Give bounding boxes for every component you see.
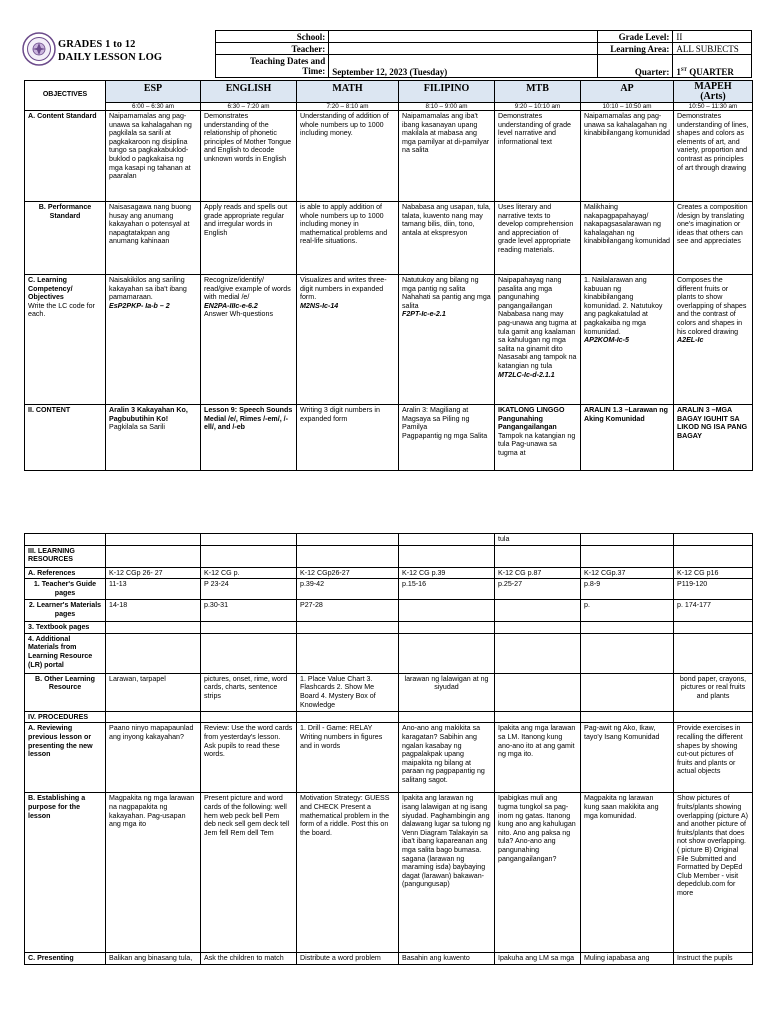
performance-standard-english: Apply reads and spells out grade appropriate regular and irregular words in English [201, 202, 297, 275]
performance-standard-mtb: Uses literary and narrative texts to develop comprehension and appreciation of grade level appropriate reading materials. [495, 202, 581, 275]
learners-materials-filipino [399, 600, 495, 622]
other-resources-row [25, 673, 753, 711]
learning-competency-note: Write the LC code for each. [28, 301, 95, 319]
lc-mtb-code: MT2LC-Ic-d-2.1.1 [498, 370, 555, 379]
time-mtb: 9:20 – 10:10 am [495, 103, 581, 111]
content-english: Lesson 9: Speech Sounds Medial /e/, Rimes /-em/, /-ell/, and /-eb [201, 405, 297, 471]
content-standard-filipino: Naipamamalas ang iba't ibang kasanayan upang makilala at mabasa ang mga pamilyar at di-pamilyar na salita [399, 111, 495, 202]
time-ap: 10:10 – 10:50 am [581, 103, 674, 111]
additional-materials-math [297, 633, 399, 673]
textbook-pages-mapeh [674, 622, 753, 634]
references-english: K-12 CG p. [201, 567, 297, 579]
performance-standard-mapeh: Creates a composition /design by translating one's imagination or ideas that others can see and appreciates [674, 202, 753, 275]
presenting-label: C. Presenting [25, 953, 106, 965]
carry-empty-filipino [399, 534, 495, 546]
additional-materials-mapeh [674, 633, 753, 673]
performance-standard-label: B. Performance Standard [25, 202, 106, 275]
subject-mapeh-name: MAPEH [694, 81, 732, 92]
content-esp [106, 405, 201, 471]
lc-mapeh-code: A2EL-Ic [677, 336, 704, 345]
textbook-pages-label: 3. Textbook pages [25, 622, 106, 634]
learning-competency-english [201, 275, 297, 405]
subject-header-row [25, 81, 753, 103]
learning-area-label: Learning Area: [597, 43, 673, 55]
reviewing-row [25, 723, 753, 793]
references-mtb: K-12 CG p.87 [495, 567, 581, 579]
learning-competency-mapeh [674, 275, 753, 405]
additional-materials-ap [581, 633, 674, 673]
references-math: K-12 CGp26-27 [297, 567, 399, 579]
content-standard-mtb: Demonstrates understanding of grade level narrative and informational text [495, 111, 581, 202]
content-standard-row [25, 111, 753, 202]
subject-esp: ESP [106, 81, 201, 103]
lc-filipino-code: F2PT-Ic-e-2.1 [402, 310, 446, 319]
dates-label-line-1: Teaching Dates and [250, 56, 326, 66]
learning-resources-ap [581, 545, 674, 567]
time-esp: 6:00 – 6:30 am [106, 103, 201, 111]
learners-materials-label: 2. Learner's Materials pages [25, 600, 106, 622]
lc-english-code: EN2PA-IIIc-e-6.2 [204, 301, 258, 310]
teachers-guide-label: 1. Teacher's Guide pages [25, 579, 106, 600]
other-resources-mtb [495, 673, 581, 711]
presenting-math: Distribute a word problem [297, 953, 399, 965]
content-standard-english: Demonstrates understanding of the relationship of phonetic principles of Mother Tongue and English to decode unknown words in English [201, 111, 297, 202]
time-english: 6:30 – 7:20 am [201, 103, 297, 111]
learning-resources-esp [106, 545, 201, 567]
content-mapeh: ARALIN 3 –MGA BAGAY IGUHIT SA LIKOD NG ISA PANG BAGAY [674, 405, 753, 471]
references-esp: K-12 CGp 26- 27 [106, 567, 201, 579]
lc-esp-text: Naisakikilos ang sariling kakayahan sa iba't ibang pamamaraan. [109, 276, 187, 302]
lc-mapeh-text: Composes the different fruits or plants to show overlapping of shapes and the contrast of colors and shapes in his colored drawing [677, 276, 747, 336]
lc-esp-code: EsP2PKP- Ia-b – 2 [109, 301, 170, 310]
establishing-purpose-row [25, 793, 753, 953]
learning-competency-label-cell [25, 275, 106, 405]
learning-competency-esp [106, 275, 201, 405]
lesson-table-part-1 [24, 80, 753, 471]
lesson-log-page-1 [0, 0, 768, 470]
other-resources-math: 1. Place Value Chart 3. Flashcards 2. Show Me Board 4. Mystery Box of Knowledge [297, 673, 399, 711]
learning-resources-label: III. LEARNING RESOURCES [25, 545, 106, 567]
time-math: 7:20 – 8:10 am [297, 103, 399, 111]
learning-competency-label: C. Learning Competency/ Objectives [28, 276, 73, 302]
reviewing-ap: Pag-awit ng Ako, Ikaw, tayo'y Isang Komunidad [581, 723, 674, 793]
references-label: A. References [25, 567, 106, 579]
establishing-purpose-label: B. Establishing a purpose for the lesson [25, 793, 106, 953]
other-resources-mapeh: bond paper, crayons, pictures or real fruits and plants [674, 673, 753, 711]
teachers-guide-row [25, 579, 753, 600]
quarter-value [673, 55, 752, 78]
school-label: School: [216, 31, 329, 43]
establishing-purpose-filipino: Ipakita ang larawan ng isang lalawigan at ng isang siyudad. Paghambingin ang dalawang lugar sa tulong ng Venn Diagram Talakayin sa iba't ibang kapareanan ang mga salita bago bumasa. sagana (larawan ng maraming isda) baybaying dagat (larawan) bakawan-(pangungusap) [399, 793, 495, 953]
reviewing-english: Review: Use the word cards from yesterday's lesson. Ask pupils to read these words. [201, 723, 297, 793]
learning-competency-math [297, 275, 399, 405]
content-filipino-extra: Pagpapantig ng mga Salita [402, 431, 488, 440]
textbook-pages-english [201, 622, 297, 634]
learning-resources-english [201, 545, 297, 567]
objectives-label: OBJECTIVES [25, 81, 106, 111]
dates-value: September 12, 2023 (Tuesday) [329, 55, 597, 78]
other-resources-ap [581, 673, 674, 711]
establishing-purpose-english: Present picture and word cards of the following: well hem web peck bell Pem deb neck sell gem deck tell Jem fell Rem dell Tem [201, 793, 297, 953]
additional-materials-filipino [399, 633, 495, 673]
presenting-mapeh: Instruct the pupils [674, 953, 753, 965]
reviewing-filipino: Ano-ano ang makikita sa karagatan? Sabihin ang ngalan kasabay ng pagpalakpak upang maipakita ng bilang at paraan ng pagpapantig ng salitang sagot. [399, 723, 495, 793]
carry-empty-ap [581, 534, 674, 546]
learning-competency-filipino [399, 275, 495, 405]
subject-math: MATH [297, 81, 399, 103]
subject-mapeh [674, 81, 753, 103]
content-standard-mapeh: Demonstrates understanding of lines, shapes and colors as elements of art, and variety, proportion and contrast as principles of art through drawing [674, 111, 753, 202]
content-filipino [399, 405, 495, 471]
lc-english-extra: Answer Wh-questions [204, 310, 273, 319]
presenting-row [25, 953, 753, 965]
learning-competency-ap [581, 275, 674, 405]
document-title [58, 38, 162, 64]
time-filipino: 8:10 – 9:00 am [399, 103, 495, 111]
quarter-label: Quarter: [597, 55, 673, 78]
lc-math-code: M2NS-Ic-14 [300, 301, 339, 310]
content-math: Writing 3 digit numbers in expanded form [297, 405, 399, 471]
subject-ap: AP [581, 81, 674, 103]
title-line-2: DAILY LESSON LOG [58, 52, 163, 63]
textbook-pages-math [297, 622, 399, 634]
content-mtb [495, 405, 581, 471]
subject-mapeh-sub: (Arts) [700, 91, 726, 102]
procedures-label: IV. PROCEDURES [25, 711, 106, 723]
learners-materials-mapeh: p. 174-177 [674, 600, 753, 622]
carry-empty-esp [106, 534, 201, 546]
content-esp-title: Aralin 3 Kakayahan Ko, Pagbubutihin Ko! [109, 406, 188, 423]
presenting-ap: Muling iapabasa ang [581, 953, 674, 965]
carry-empty-mapeh [674, 534, 753, 546]
subject-mtb: MTB [495, 81, 581, 103]
textbook-pages-esp [106, 622, 201, 634]
teachers-guide-mtb: p.25-27 [495, 579, 581, 600]
lesson-log-page-2 [0, 533, 768, 1024]
teachers-guide-ap: p.8-9 [581, 579, 674, 600]
textbook-pages-ap [581, 622, 674, 634]
performance-standard-filipino: Nababasa ang usapan, tula, talata, kuwento nang may tamang bilis, diin, tono, antala at ekspresyon [399, 202, 495, 275]
content-mtb-extra: Tampok na katangian ng tula Pag-unawa sa tugma at [498, 431, 576, 457]
procedures-ap [581, 711, 674, 723]
other-resources-filipino: larawan ng lalawigan at ng siyudad [399, 673, 495, 711]
procedures-mapeh [674, 711, 753, 723]
additional-materials-label: 4. Additional Materials from Learning Resource (LR) portal [25, 633, 106, 673]
learning-area-value: ALL SUBJECTS [673, 43, 752, 55]
title-line-1: GRADES 1 to 12 [58, 39, 136, 50]
references-ap: K-12 CGp.37 [581, 567, 674, 579]
carry-over-row [25, 534, 753, 546]
establishing-purpose-mapeh: Show pictures of fruits/plants showing overlapping (picture A) and another picture of fruits/plants that does not show overlapping. ( picture B) Original File Submitted and Formatted by DepEd Club Member - visit depedclub.com for more [674, 793, 753, 953]
content-mtb-title: IKATLONG LINGGO Pangunahing Pangangailangan [498, 406, 565, 432]
reviewing-mtb: Ipakita ang mga larawan sa LM. Itanong kung ano-ano ito at ang gamit ng mga ito. [495, 723, 581, 793]
learning-resources-mapeh [674, 545, 753, 567]
learning-competency-mtb [495, 275, 581, 405]
learning-resources-math [297, 545, 399, 567]
time-row [25, 103, 753, 111]
dates-label [216, 55, 329, 78]
performance-standard-ap: Malikhaing nakapagpapahayag/ nakapagsasalarawan ng kahalagahan ng kinabibilangang komunidad [581, 202, 674, 275]
time-mapeh: 10:50 – 11:30 am [674, 103, 753, 111]
learners-materials-ap: p. [581, 600, 674, 622]
carry-empty-math [297, 534, 399, 546]
content-standard-ap: Naipamamalas ang pag-unawa sa kahalagahan ng kinabibilangang komunidad [581, 111, 674, 202]
other-resources-english: pictures, onset, rime, word cards, charts, sentence strips [201, 673, 297, 711]
reviewing-esp: Paano ninyo mapapaunlad ang inyong kakayahan? [106, 723, 201, 793]
establishing-purpose-mtb: Ipabigkas muli ang tugma tungkol sa pag-inom ng gatas. Itanong kung ano ang kahulugan nito. Ano ang paksa ng tula? Ano-ano ang pangunahing pangangailangan? [495, 793, 581, 953]
presenting-mtb: Ipakuha ang LM sa mga [495, 953, 581, 965]
lesson-table-part-2 [24, 533, 753, 965]
content-label: II. CONTENT [25, 405, 106, 471]
learners-materials-esp: 14-18 [106, 600, 201, 622]
learners-materials-english: p.30-31 [201, 600, 297, 622]
teachers-guide-mapeh: P119-120 [674, 579, 753, 600]
subject-english: ENGLISH [201, 81, 297, 103]
other-resources-esp: Larawan, tarpapel [106, 673, 201, 711]
grade-level-value: II [673, 31, 752, 43]
learning-resources-mtb [495, 545, 581, 567]
learners-materials-row [25, 600, 753, 622]
content-standard-label: A. Content Standard [25, 111, 106, 202]
deped-seal-icon [22, 32, 56, 66]
references-mapeh: K-12 CG p16 [674, 567, 753, 579]
content-esp-extra: Pagkilala sa Sarili [109, 423, 165, 432]
additional-materials-mtb [495, 633, 581, 673]
teacher-label: Teacher: [216, 43, 329, 55]
grade-level-label: Grade Level: [597, 31, 673, 43]
references-filipino: K-12 CG p.39 [399, 567, 495, 579]
procedures-math [297, 711, 399, 723]
teachers-guide-math: p.39-42 [297, 579, 399, 600]
reviewing-label: A. Reviewing previous lesson or presenting the new lesson [25, 723, 106, 793]
lc-ap-code: AP2KOM-Ic-5 [584, 336, 629, 345]
content-standard-math: Understanding of addition of whole numbers up to 1000 including money. [297, 111, 399, 202]
procedures-filipino [399, 711, 495, 723]
other-resources-label: B. Other Learning Resource [25, 673, 106, 711]
subject-filipino: FILIPINO [399, 81, 495, 103]
content-row [25, 405, 753, 471]
textbook-pages-mtb [495, 622, 581, 634]
carry-empty-label [25, 534, 106, 546]
content-filipino-title: Aralin 3: Magiliang at Magsaya sa Piling ng Pamilya [402, 406, 470, 432]
learning-resources-filipino [399, 545, 495, 567]
lc-math-text: Visualizes and writes three-digit numbers in expanded form. [300, 276, 387, 302]
presenting-english: Ask the children to match [201, 953, 297, 965]
quarter-number: 1ST QUARTER [676, 67, 734, 77]
carry-empty-english [201, 534, 297, 546]
additional-materials-english [201, 633, 297, 673]
additional-materials-row [25, 633, 753, 673]
teachers-guide-filipino: p.15-16 [399, 579, 495, 600]
presenting-esp: Balikan ang binasang tula, [106, 953, 201, 965]
content-standard-esp: Naipamamalas ang pag-unawa sa kahalagahan ng pagkilala sa sarili at pagkakaroon ng disiplina tungo sa pagkakabuklod-buklod o pagkakaisa ng mga kasapi ng tahanan at paaralan [106, 111, 201, 202]
textbook-pages-row [25, 622, 753, 634]
establishing-purpose-math: Motivation Strategy: GUESS and CHECK Present a mathematical problem in the form of a riddle. Post this on the board. [297, 793, 399, 953]
performance-standard-row [25, 202, 753, 275]
lc-filipino-text: Natutukoy ang bilang ng mga pantig ng salita Nahahati sa pantig ang mga salita [402, 276, 491, 310]
reviewing-mapeh: Provide exercises in recalling the different shapes by showing cut-out pictures of fruits and plants or actual objects [674, 723, 753, 793]
teachers-guide-english: P 23-24 [201, 579, 297, 600]
school-value [329, 31, 597, 43]
reviewing-math: 1. Drill - Game: RELAY Writing numbers in figures and in words [297, 723, 399, 793]
learning-competency-row [25, 275, 753, 405]
learners-materials-math: P27-28 [297, 600, 399, 622]
teacher-value [329, 43, 597, 55]
establishing-purpose-ap: Magpakita ng larawan kung saan makikita ang mga komunidad. [581, 793, 674, 953]
carry-mtb: tula [495, 534, 581, 546]
textbook-pages-filipino [399, 622, 495, 634]
dates-label-line-2: Time: [302, 66, 326, 76]
lc-ap-text: 1. Nailalarawan ang kabuuan ng kinabibilangang komunidad. 2. Natutukoy ang pagkakatulad at pagkakaiba ng mga komunidad. [584, 276, 663, 336]
teachers-guide-esp: 11-13 [106, 579, 201, 600]
references-row [25, 567, 753, 579]
learning-resources-row [25, 545, 753, 567]
lc-mtb-text: Naipapahayag nang pasalita ang mga pangunahing pangangailangan Nababasa nang may pag-unawa ang tugma at tula gamit ang kaalaman sa kahulugan ng mga salita na ginamit dito Nasasabi ang tampok na katangian ng tula [498, 276, 577, 370]
establishing-purpose-esp: Magpakita ng mga larawan na nagpapakita ng kakayahan. Pag-usapan ang mga ito [106, 793, 201, 953]
content-ap: ARALIN 1.3 –Larawan ng Aking Komunidad [581, 405, 674, 471]
presenting-filipino: Basahin ang kuwento [399, 953, 495, 965]
header-info-table [215, 30, 752, 78]
lc-english-text: Recognize/identify/ read/give example of words with medial /e/ [204, 276, 291, 302]
procedures-mtb [495, 711, 581, 723]
learners-materials-mtb [495, 600, 581, 622]
additional-materials-esp [106, 633, 201, 673]
procedures-esp [106, 711, 201, 723]
procedures-row [25, 711, 753, 723]
performance-standard-esp: Naisasagawa nang buong husay ang anumang kakayahan o potensyal at napagtatakpan ang anumang kahinaan [106, 202, 201, 275]
procedures-english [201, 711, 297, 723]
performance-standard-math: is able to apply addition of whole numbers up to 1000 including money in mathematical problems and real-life situations. [297, 202, 399, 275]
